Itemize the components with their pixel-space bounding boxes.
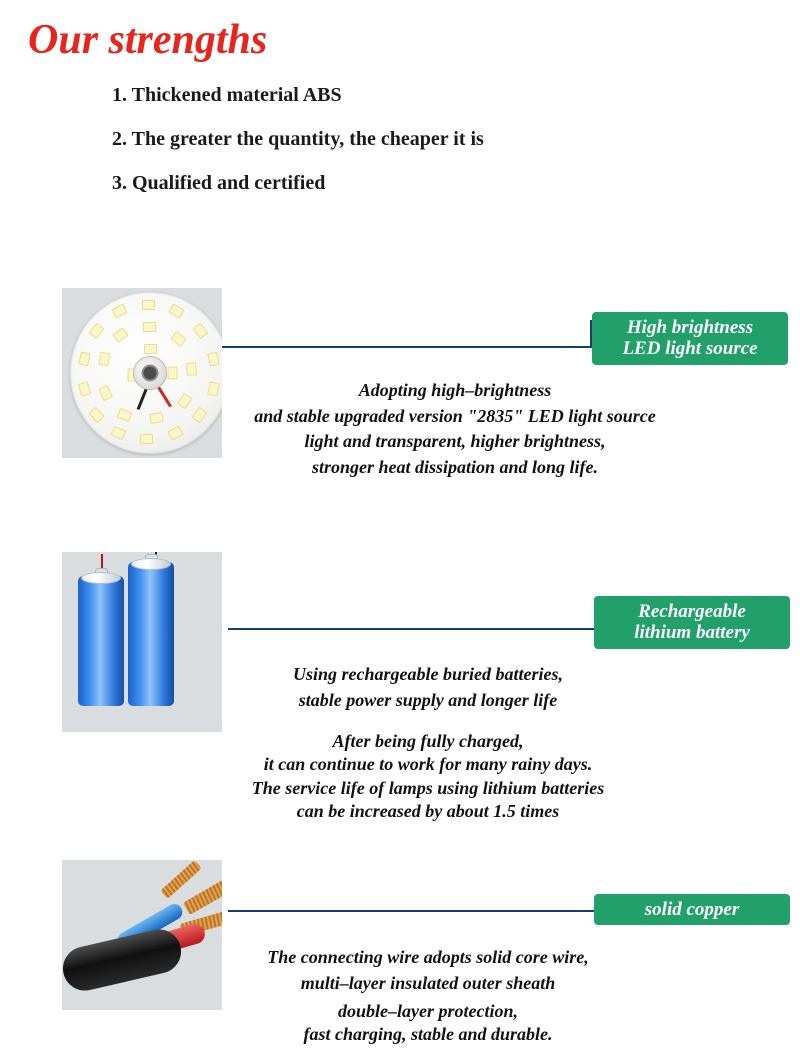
- copper-strands-icon: [160, 860, 202, 899]
- caption-line: fast charging, stable and durable.: [303, 1024, 553, 1045]
- caption-rechargeable-battery: [28, 662, 800, 713]
- badge-rechargeable-battery: [594, 596, 790, 649]
- badge-led-light-source: [592, 312, 788, 365]
- badge-solid-copper: [594, 894, 790, 925]
- badge-line-1: solid copper: [644, 899, 740, 920]
- battery-top-cap-icon: [81, 572, 121, 584]
- caption-line: Using rechargeable buried batteries,: [293, 664, 563, 684]
- connector-line-copper: [228, 910, 596, 912]
- caption-line: Adopting high–brightness: [358, 380, 552, 400]
- caption-line: stronger heat dissipation and long life.: [311, 456, 599, 477]
- caption-line: stable power supply and longer life: [298, 689, 558, 710]
- caption-solid-copper-extra: [28, 1000, 800, 1047]
- caption-rechargeable-battery-extra: [28, 730, 800, 824]
- caption-line: double–layer protection,: [338, 1001, 518, 1021]
- strength-item: 3. Qualified and certified: [112, 172, 326, 194]
- caption-line: can be increased by about 1.5 times: [296, 801, 560, 822]
- connector-line-battery: [228, 628, 596, 630]
- caption-line: and stable upgraded version "2835" LED light source: [254, 405, 656, 426]
- caption-line: The connecting wire adopts solid core wire,: [267, 947, 589, 967]
- badge-line-2: lithium battery: [634, 622, 750, 644]
- caption-line: The service life of lamps using lithium batteries: [251, 777, 605, 798]
- connector-line-led: [222, 346, 592, 348]
- strengths-list: [112, 84, 772, 216]
- strength-item: 1. Thickened material ABS: [112, 84, 342, 106]
- caption-line: light and transparent, higher brightness,: [304, 431, 606, 452]
- caption-line: it can continue to work for many rainy days.: [263, 754, 593, 775]
- badge-line-2: LED light source: [622, 338, 758, 360]
- caption-line: multi–layer insulated outer sheath: [300, 972, 556, 993]
- caption-solid-copper: [28, 945, 800, 996]
- strength-item: 2. The greater the quantity, the cheaper it is: [112, 128, 484, 150]
- badge-line-1: High brightness: [626, 317, 754, 338]
- caption-line: After being fully charged,: [332, 731, 524, 751]
- caption-led-light-source: [55, 378, 800, 480]
- page-title: Our strengths: [28, 17, 268, 63]
- badge-line-1: Rechargeable: [638, 601, 746, 622]
- battery-top-cap-icon: [131, 558, 171, 570]
